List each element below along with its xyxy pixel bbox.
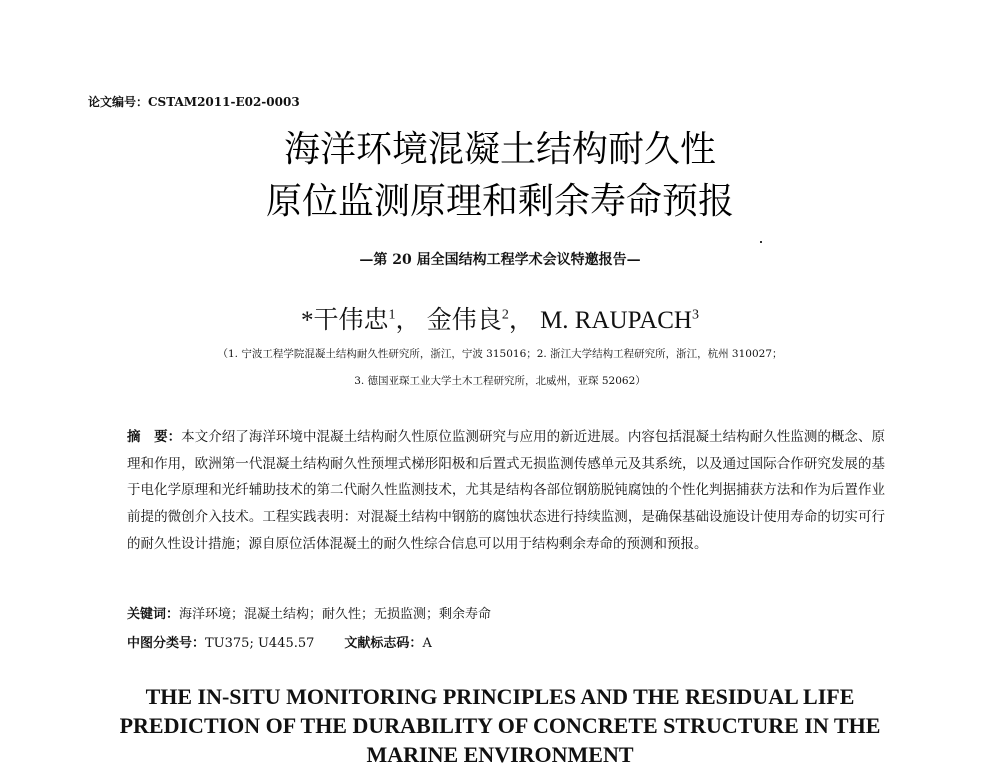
clc-value: TU375; U445.57 (205, 636, 315, 651)
author-separator: ， (508, 307, 534, 334)
title-line-2: 原位监测原理和剩余寿命预报 (265, 181, 734, 222)
subtitle: —第 20 届全国结构工程学术会议特邀报告— (359, 252, 641, 268)
affiliation-line-1: （1. 宁波工程学院混凝土结构耐久性研究所，浙江，宁波 315016；2. 浙江大学结构工程研究所，浙江，杭州 310027； (217, 348, 783, 360)
author-list (0, 300, 1000, 336)
english-title: THE IN-SITU MONITORING PRINCIPLES AND THE RESIDUAL LIFE PREDICTION OF THE DURABILITY OF CONCRETE STRUCTURE IN THE MARINE ENVIRONMENT (119, 684, 881, 767)
classification (127, 632, 432, 651)
author-2 (427, 307, 534, 334)
paper-id: 论文编号：CSTAM2011-E02-0003 (88, 95, 300, 109)
doc-code-value: A (422, 636, 432, 651)
author-separator: ， (395, 307, 421, 334)
keywords (127, 603, 491, 622)
abstract-text: 本文介绍了海洋环境中混凝土结构耐久性原位监测研究与应用的新近进展。内容包括混凝土结构耐久性监测的概念、原理和作用，欧洲第一代混凝土结构耐久性预埋式梯形阳极和后置式无损监测传感单元及其系统，以及通过国际合作研究发展的基于电化学原理和光纤辅助技术的第二代耐久性监测技术，尤其是结构各部位钢筋脱钝腐蚀的个性化判据捕获方法和作为后置作业前提的微创介入技术。工程实践表明：对混凝土结构中钢筋的腐蚀状态进行持续监测，是确保基础设施设计使用寿命的切实可行的耐久性设计措施；源自原位活体混凝土的耐久性综合信息可以用于结构剩余寿命的预测和预报。 (127, 429, 886, 552)
author-3 (540, 307, 699, 334)
author-name: *干伟忠 (301, 307, 389, 334)
abstract (127, 424, 885, 558)
author-affil-mark: 2 (501, 307, 509, 323)
doc-code-label: 文献标志码： (344, 636, 423, 651)
title-line-1: 海洋环境混凝土结构耐久性 (283, 129, 716, 170)
keywords-text: 海洋环境；混凝土结构；耐久性；无损监测；剩余寿命 (179, 607, 492, 622)
author-name: M. RAUPACH (540, 307, 692, 334)
author-1 (301, 307, 421, 334)
author-affil-mark: 3 (691, 307, 699, 323)
author-affil-mark: 1 (388, 307, 396, 323)
author-name: 金伟良 (426, 307, 502, 334)
keywords-label: 关键词： (127, 607, 180, 622)
affiliation-line-2: 3. 德国亚琛工业大学土木工程研究所，北威州，亚琛 52062） (354, 375, 646, 387)
abstract-label: 摘 要： (127, 429, 182, 445)
scan-speck (760, 241, 762, 243)
clc-label: 中图分类号： (127, 636, 206, 651)
